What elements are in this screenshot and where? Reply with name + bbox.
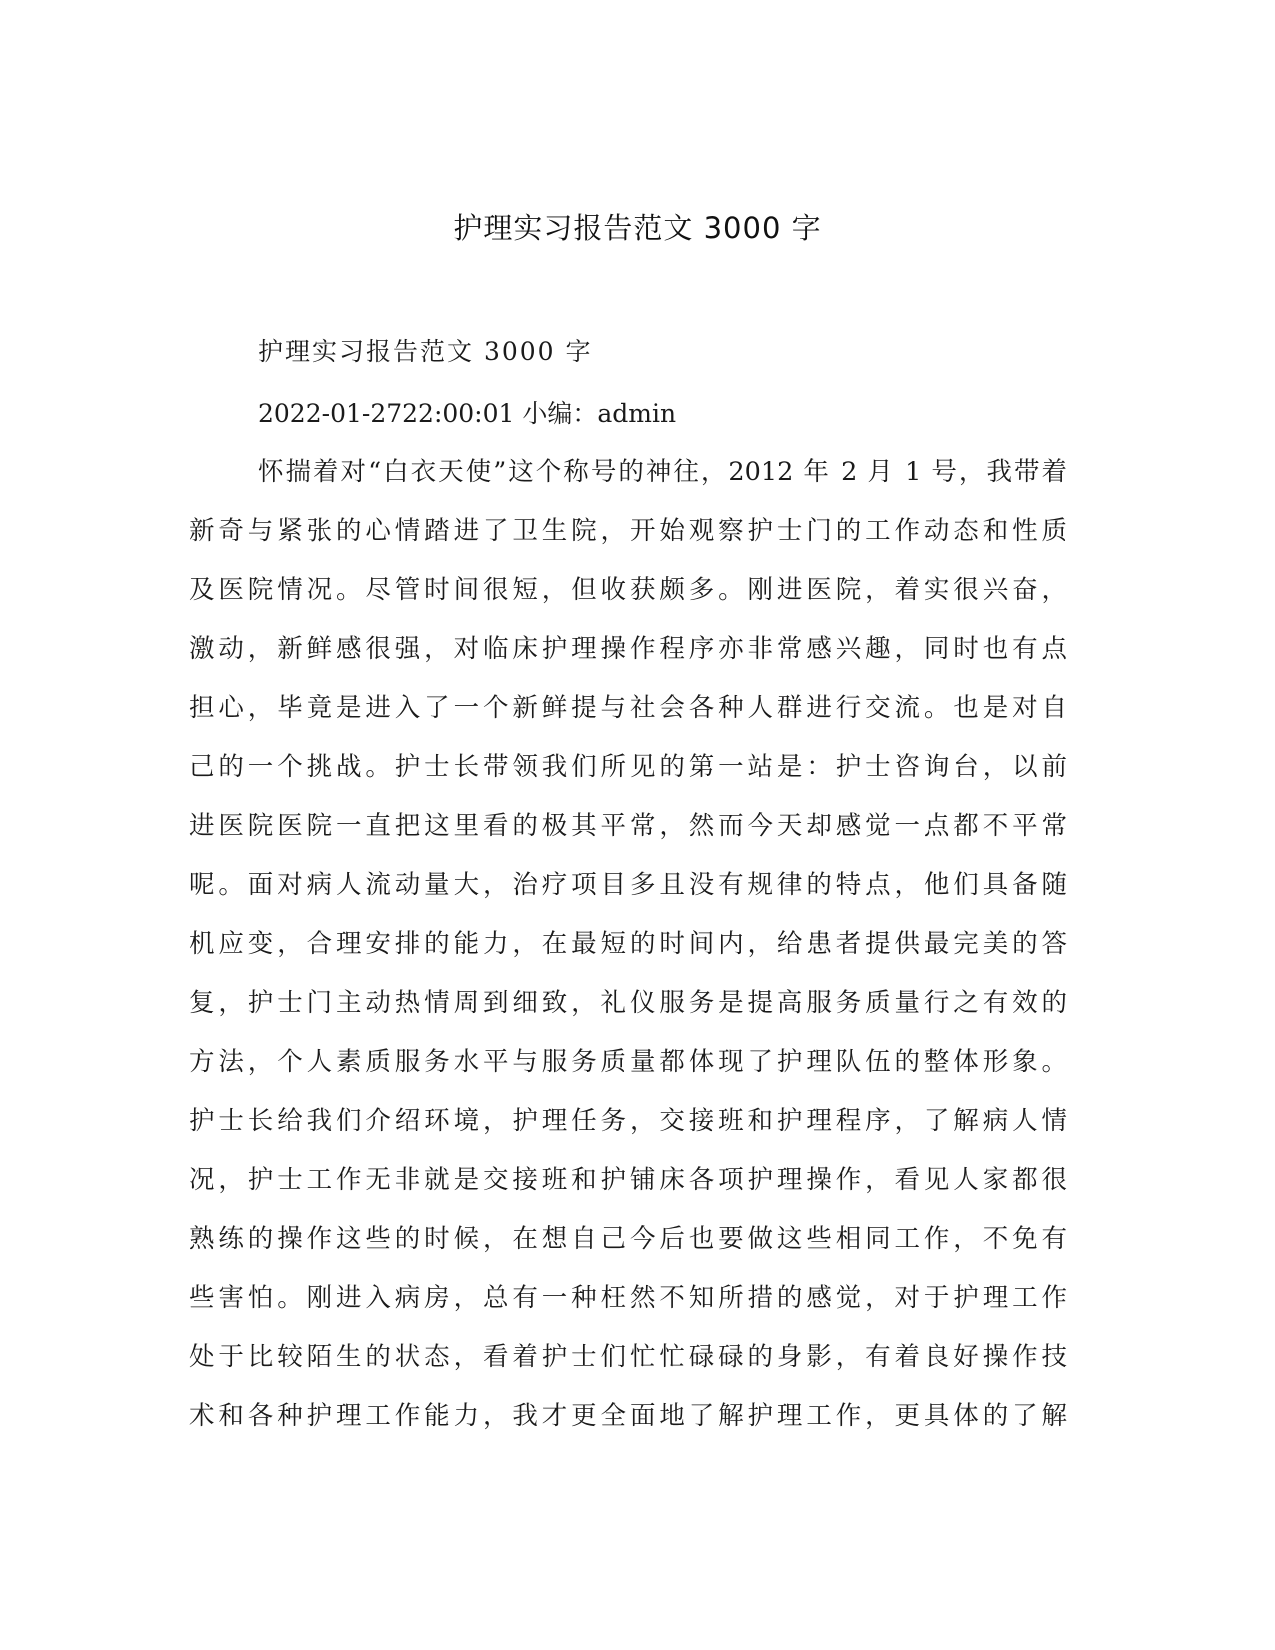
body-paragraph-line: 机应变，合理安排的能力，在最短的时间内，给患者提供最完美的答 bbox=[189, 929, 1067, 959]
body-paragraph-line: 新奇与紧张的心情踏进了卫生院，开始观察护士门的工作动态和性质 bbox=[189, 516, 1067, 546]
body-paragraph-line: 呢。面对病人流动量大，治疗项目多且没有规律的特点，他们具备随 bbox=[189, 870, 1067, 900]
document-title: 护理实习报告范文 3000 字 bbox=[453, 211, 822, 245]
body-paragraph-line: 担心，毕竟是进入了一个新鲜提与社会各种人群进行交流。也是对自 bbox=[189, 693, 1067, 723]
body-paragraph-line: 怀揣着对“白衣天使”这个称号的神往，2012 年 2 月 1 号，我带着 bbox=[258, 457, 1067, 487]
body-paragraph-line: 处于比较陌生的状态，看着护士们忙忙碌碌的身影，有着良好操作技 bbox=[189, 1342, 1067, 1372]
body-paragraph-line: 己的一个挑战。护士长带领我们所见的第一站是：护士咨询台，以前 bbox=[189, 752, 1067, 782]
article-title-line: 护理实习报告范文 3000 字 bbox=[258, 337, 593, 366]
body-paragraph-line: 方法，个人素质服务水平与服务质量都体现了护理队伍的整体形象。 bbox=[189, 1047, 1067, 1077]
body-paragraph-line: 及医院情况。尽管时间很短，但收获颇多。刚进医院，着实很兴奋， bbox=[189, 575, 1067, 605]
body-paragraph-line: 进医院医院一直把这里看的极其平常，然而今天却感觉一点都不平常 bbox=[189, 811, 1067, 841]
body-paragraph-line: 复，护士门主动热情周到细致，礼仪服务是提高服务质量行之有效的 bbox=[189, 988, 1067, 1018]
article-meta-line: 2022-01-2722:00:01 小编：admin bbox=[258, 399, 677, 428]
body-paragraph-line: 况，护士工作无非就是交接班和护铺床各项护理操作，看见人家都很 bbox=[189, 1165, 1067, 1195]
body-paragraph-line: 熟练的操作这些的时候，在想自己今后也要做这些相同工作，不免有 bbox=[189, 1224, 1067, 1254]
body-paragraph-line: 术和各种护理工作能力，我才更全面地了解护理工作，更具体的了解 bbox=[189, 1401, 1067, 1431]
body-paragraph-line: 护士长给我们介绍环境，护理任务，交接班和护理程序，了解病人情 bbox=[189, 1106, 1067, 1136]
body-paragraph-line: 激动，新鲜感很强，对临床护理操作程序亦非常感兴趣，同时也有点 bbox=[189, 634, 1067, 664]
body-paragraph-line: 些害怕。刚进入病房，总有一种枉然不知所措的感觉，对于护理工作 bbox=[189, 1283, 1067, 1313]
